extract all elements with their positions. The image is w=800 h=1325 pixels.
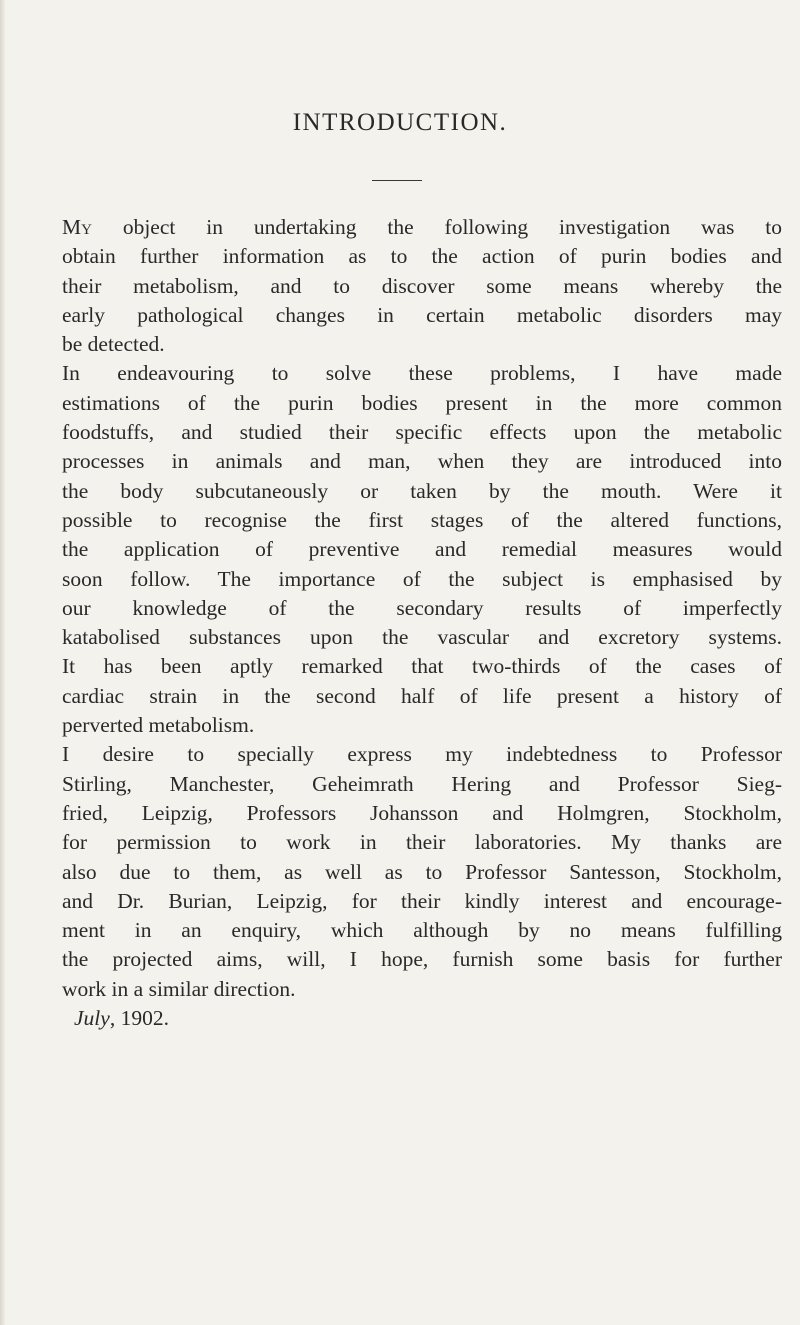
line-text: foodstuffs, and studied their specific effects upon the metabolic: [62, 420, 782, 445]
line-text: our knowledge of the secondary results of imperfectly: [62, 595, 782, 620]
line-text: work in a similar direction.: [62, 976, 296, 1001]
text-line: [62, 740, 782, 769]
text-line: [62, 272, 782, 301]
line-text: the body subcutaneously or taken by the mouth. Were it: [62, 478, 782, 503]
page-title: INTRODUCTION.: [292, 109, 508, 136]
date-line: [62, 1004, 782, 1033]
text-line: [62, 301, 782, 330]
line-text: processes in animals and man, when they are introduced into: [62, 449, 782, 474]
line-text: their metabolism, and to discover some means whereby the: [62, 273, 782, 298]
text-line: [62, 770, 782, 799]
line-text: the projected aims, will, I hope, furnish some basis for further: [62, 947, 782, 972]
text-line: [62, 213, 782, 242]
line-text: be detected.: [62, 332, 165, 357]
page-edge-shadow: [0, 0, 6, 1325]
line-text: possible to recognise the first stages of the altered functions,: [62, 507, 782, 532]
lead-word: My: [62, 215, 92, 239]
text-line: [62, 916, 782, 945]
line-text: katabolised substances upon the vascular and excretory systems.: [62, 625, 782, 650]
body-text: [62, 213, 782, 1033]
text-line: [62, 565, 782, 594]
line-text: estimations of the purin bodies present in the more common: [62, 390, 782, 415]
line-text: soon follow. The importance of the subject is emphasised by: [62, 566, 782, 591]
line-text: object in undertaking the following investigation was to: [122, 215, 782, 239]
text-line: [62, 682, 782, 711]
line-text: also due to them, as well as to Professor Santesson, Stockholm,: [62, 859, 782, 884]
text-line: [62, 359, 782, 388]
date-month: July: [74, 1006, 110, 1031]
line-text: ment in an enquiry, which although by no means fulfilling: [62, 918, 782, 943]
line-text: In endeavouring to solve these problems, I have made: [62, 361, 782, 386]
title-divider: [372, 180, 422, 181]
text-line: [62, 535, 782, 564]
line-text: It has been aptly remarked that two-thirds of the cases of: [62, 654, 782, 679]
text-line: [62, 418, 782, 447]
line-text: the application of preventive and remedial measures would: [62, 537, 782, 562]
text-line: [62, 975, 782, 1004]
line-text: perverted metabolism.: [62, 713, 255, 738]
line-text: I desire to specially express my indebtedness to Professor: [62, 742, 782, 767]
text-line: [62, 887, 782, 916]
date-separator: ,: [109, 1006, 116, 1031]
date-year: 1902.: [115, 1006, 169, 1031]
text-line: [62, 858, 782, 887]
text-line: [62, 389, 782, 418]
line-text: for permission to work in their laboratories. My thanks are: [62, 830, 782, 855]
line-text: cardiac strain in the second half of life present a history of: [62, 683, 782, 708]
line-text: Stirling, Manchester, Geheimrath Hering and Professor Sieg-: [62, 771, 782, 796]
text-line: [62, 242, 782, 271]
text-line: [62, 799, 782, 828]
line-text: obtain further information as to the action of purin bodies and: [62, 244, 782, 269]
line-text: early pathological changes in certain metabolic disorders may: [62, 302, 782, 327]
line-text: and Dr. Burian, Leipzig, for their kindly interest and encourage-: [62, 888, 782, 913]
text-line: [62, 623, 782, 652]
text-line: [62, 711, 782, 740]
text-line: [62, 945, 782, 974]
line-text: fried, Leipzig, Professors Johansson and Holmgren, Stockholm,: [62, 800, 782, 825]
text-line: [62, 594, 782, 623]
text-line: [62, 828, 782, 857]
text-line: [62, 506, 782, 535]
text-line: [62, 447, 782, 476]
text-line: [62, 652, 782, 681]
text-line: [62, 330, 782, 359]
text-line: [62, 477, 782, 506]
